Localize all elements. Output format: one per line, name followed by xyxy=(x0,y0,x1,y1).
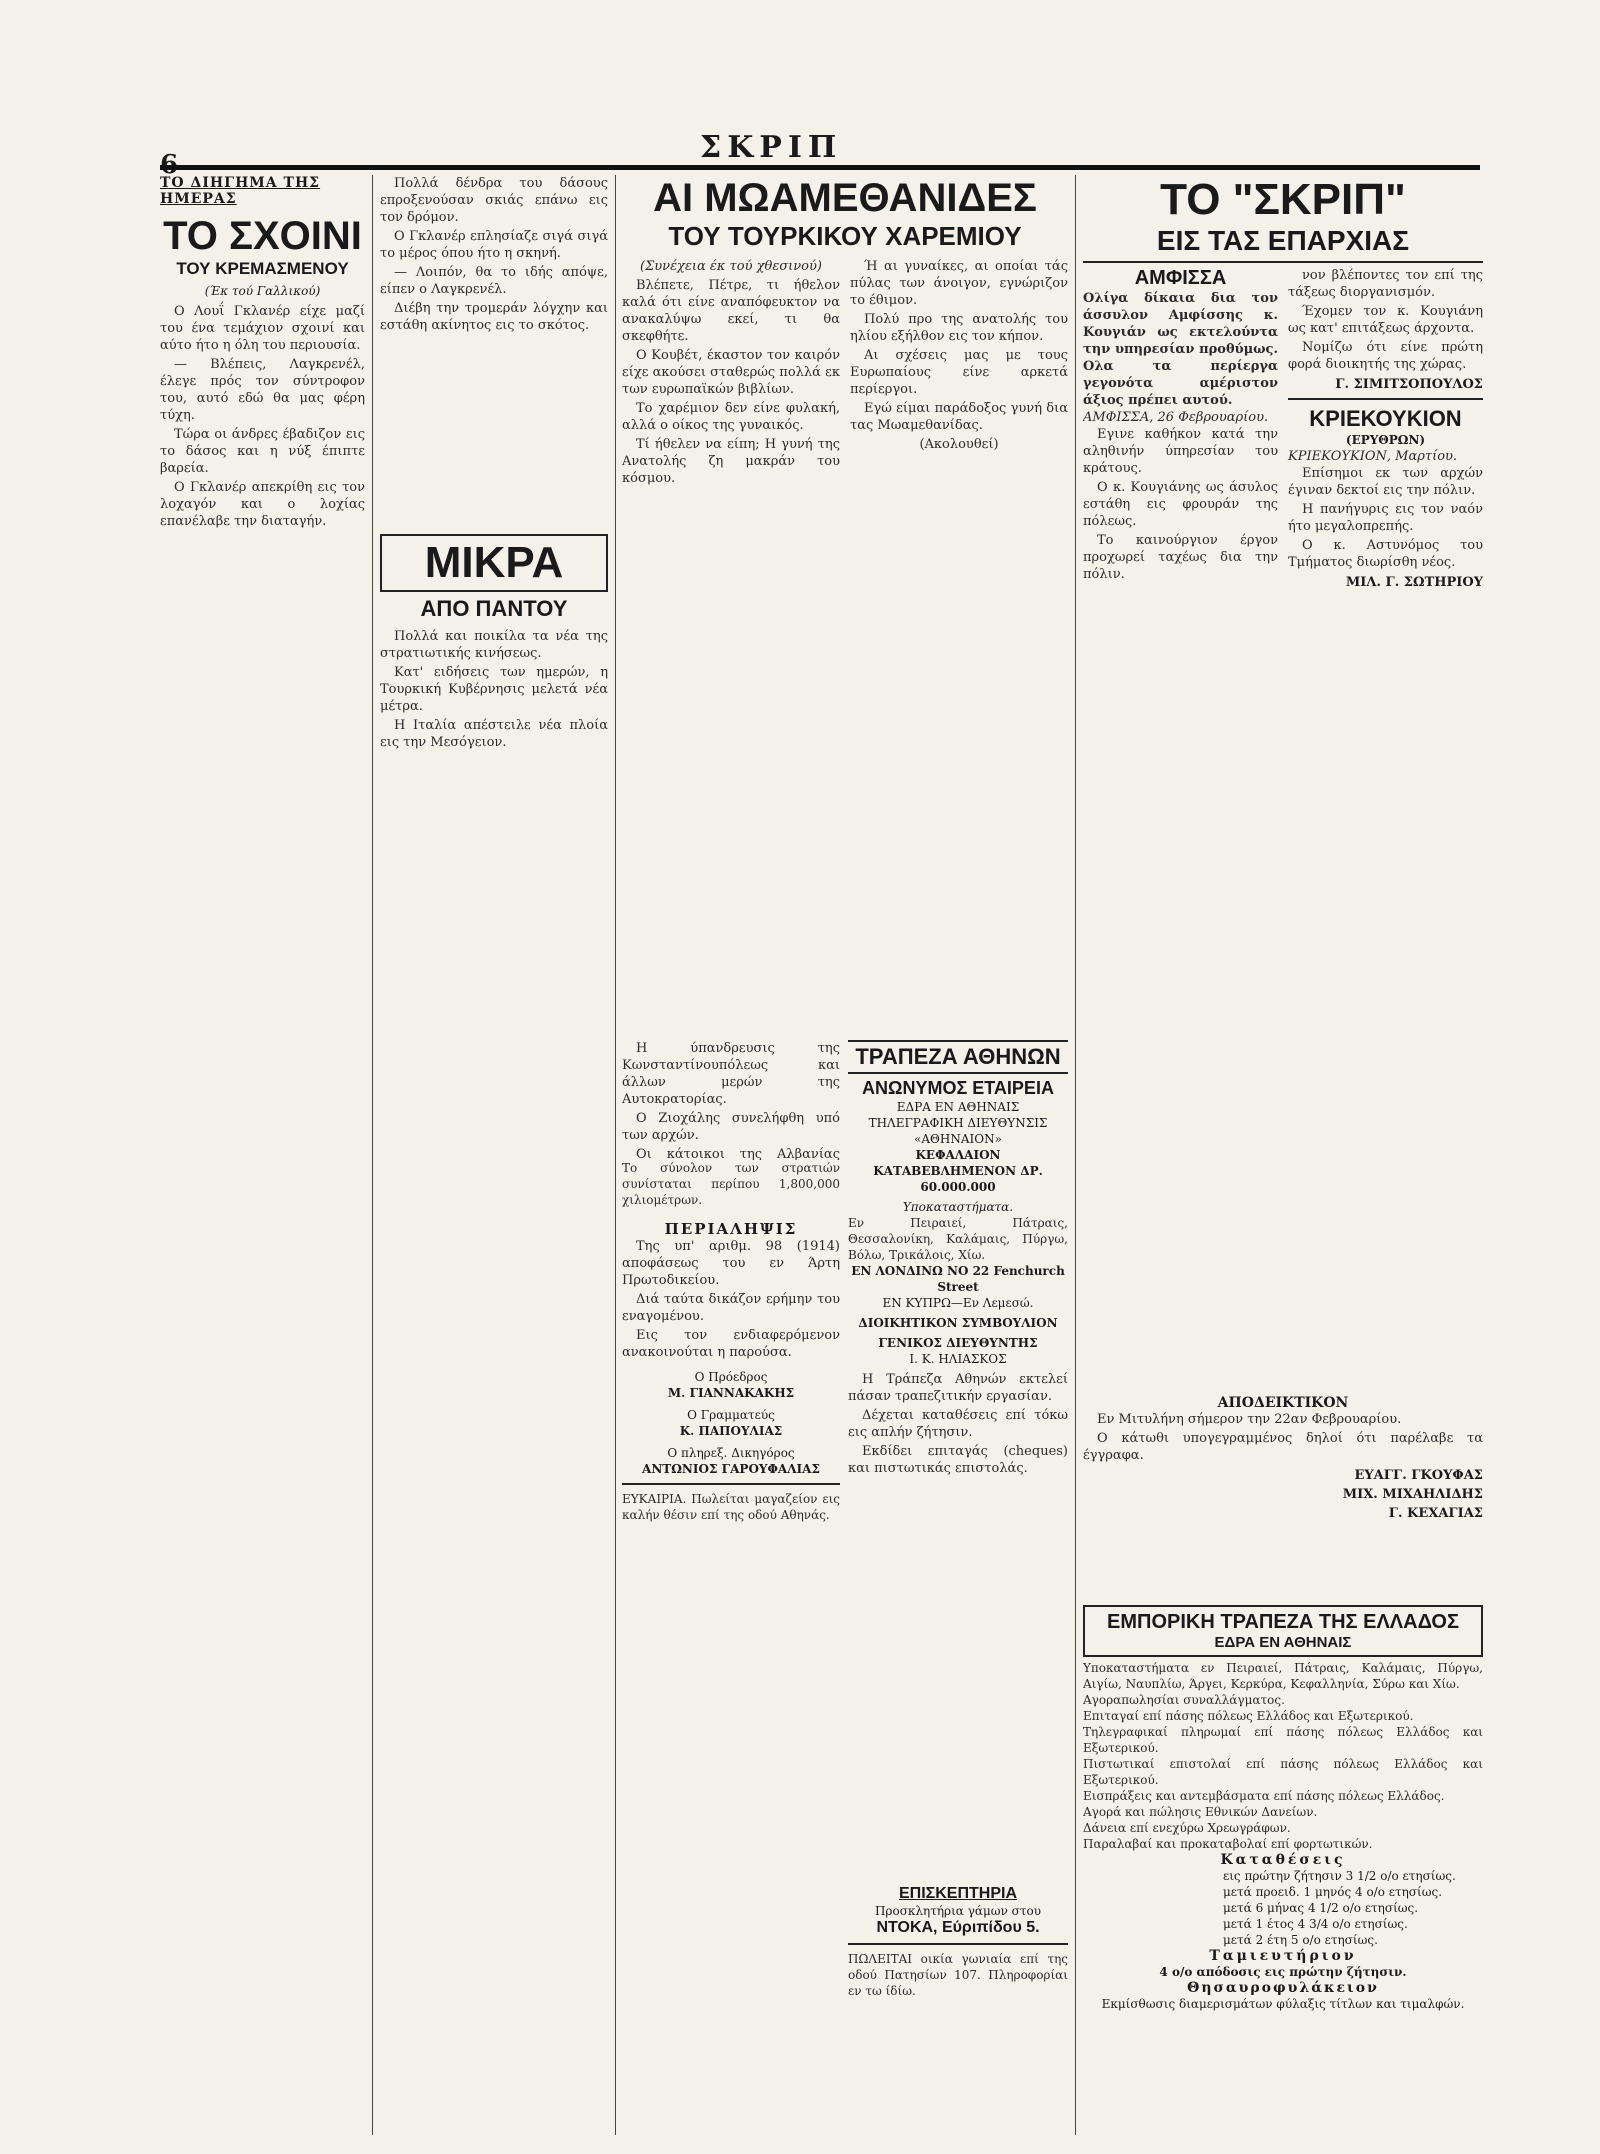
notice-lawyer-label: Ο πληρεξ. Δικηγόρος xyxy=(667,1446,795,1460)
notice-body xyxy=(622,1238,840,1361)
harem-subtitle: ΤΟΥ ΤΟΥΡΚΙΚΟΥ ΧΑΡΕΜΙΟΥ xyxy=(668,221,1022,251)
bank-athens-seat: ΕΔΡΑ ΕΝ ΑΘΗΝΑΙΣ xyxy=(896,1100,1020,1114)
micra-paragraph: Πολλά και ποικίλα τα νέα της στρατιωτικής κινήσεως. xyxy=(380,629,608,661)
rate-item: μετά 6 μήνας 4 1/2 ο/ο ετησίως. xyxy=(1223,1901,1419,1915)
rate-item: εις πρώτην ζήτησιν 3 1/2 ο/ο ετησίως. xyxy=(1223,1869,1456,1883)
amfissa-dateline: ΑΜΦΙΣΣΑ, 26 Φεβρουαρίου. xyxy=(1083,410,1269,425)
krieko-paragraph: Η πανήγυρις εις τον ναόν ήτο μεγαλοπρεπής. xyxy=(1288,502,1483,534)
visitor-cards-ad xyxy=(848,1885,1068,2025)
court-notice xyxy=(622,1220,840,2060)
harem-title: ΑΙ ΜΩΑΜΕΘΑΝΙΔΕΣ xyxy=(653,176,1037,220)
receipt-notice xyxy=(1083,1395,1483,1595)
receipt-sign-3: Γ. ΚΕΧΑΓΙΑΣ xyxy=(1388,1506,1483,1521)
story-continued-column xyxy=(380,175,608,2135)
commercial-bank-branches: Υποκαταστήματα εν Πειραιεί, Πάτραις, Καλάμαις, Πύργω, Αιγίω, Ναυπλίω, Άργει, Κερκύρα, Κεφαλληνία, Σύρω και Χίω. xyxy=(1083,1661,1483,1691)
commercial-bank-ad xyxy=(1083,1605,1483,2065)
commercial-bank-seat: ΕΔΡΑ ΕΝ ΑΘΗΝΑΙΣ xyxy=(1214,1634,1352,1651)
bank-athens-ad xyxy=(848,1040,1068,1840)
amfissa-paragraph: Το καινούργιον έργον προχωρεί ταχέως δια την πόλιν. xyxy=(1083,533,1278,582)
story-continued-body xyxy=(380,175,608,334)
savings-heading: Ταμιευτήριον xyxy=(1209,1948,1357,1964)
story-paragraph: Ο Γκλανέρ απεκρίθη εις τον λοχαγόν και ο λοχίας επανέλαβε την διαταγήν. xyxy=(160,480,365,529)
bank-athens-director: Ι. Κ. ΗΛΙΑΣΚΟΣ xyxy=(909,1352,1007,1366)
visitor-sale: ΠΩΛΕΙΤΑΙ οικία γωνιαία επί της οδού Πατησίων 107. Πληροφορίαι εν τω ίδίω. xyxy=(848,1952,1068,1998)
micra-section xyxy=(380,534,608,751)
bank-athens-branches: Εν Πειραιεί, Πάτραις, Θεσσαλονίκη, Καλάμαις, Πύργω, Βόλω, Τρικάλοις, Χίω. xyxy=(848,1216,1068,1262)
service-item: Επιταγαί επί πάσης πόλεως Ελλάδος και Εξωτερικού. xyxy=(1083,1709,1414,1723)
bank-athens-london: ΕΝ ΛΟΝΔΙΝΩ ΝΟ 22 Fenchurch Street xyxy=(851,1264,1065,1294)
harem-columns xyxy=(622,258,1068,489)
bank-athens-subtitle: ΑΝΩΝΥΜΟΣ ΕΤΑΙΡΕΙΑ xyxy=(862,1078,1054,1098)
receipt-heading: ΑΠΟΔΕΙΚΤΙΚΟΝ xyxy=(1217,1395,1349,1411)
commercial-bank-services xyxy=(1083,1692,1483,1852)
middle-left-body xyxy=(622,1040,840,1160)
bank-athens-capital: 60.000.000 xyxy=(920,1180,996,1194)
service-item: Αγορά και πώλησις Εθνικών Δανείων. xyxy=(1083,1805,1318,1819)
visitor-shop: ΝΤΟΚΑ, Εύριπίδου 5. xyxy=(876,1919,1040,1936)
notice-heading: ΠΕΡΙΑΛΗΨΙΣ xyxy=(664,1220,798,1238)
provinces-title: ΤΟ "ΣΚΡΙΠ" xyxy=(1160,175,1406,224)
middle-paragraph: Ο Ζιοχάλης συνελήφθη υπό των αρχών. xyxy=(622,1111,840,1143)
commercial-bank-box xyxy=(1083,1605,1483,1657)
notice-president-label: Ο Πρόεδρος xyxy=(694,1370,768,1384)
provinces-columns xyxy=(1083,267,1483,590)
receipt-sign-2: ΜΙΧ. ΜΙΧΑΗΛΙΔΗΣ xyxy=(1342,1487,1483,1502)
service-item: Αγοραπωλησίαι συναλλάγματος. xyxy=(1083,1693,1285,1707)
harem-paragraph: Τί ήθελεν να είπη; Η γυνή της Ανατολής ζη μακράν του κόσμου. xyxy=(622,437,840,486)
story-body xyxy=(160,303,365,530)
bank-athens-body xyxy=(848,1371,1068,1477)
story-subtitle: ΤΟΥ ΚΡΕΜΑΣΜΕΝΟΥ xyxy=(176,259,349,278)
rate-item: μετά 2 έτη 5 ο/ο ετησίως. xyxy=(1223,1933,1378,1947)
middle-bottom-paragraph: Το σύνολον των στρατιών συνίσταται περίπου 1,800,000 χιλιομέτρων. xyxy=(622,1161,840,1207)
story-paragraph: Ο Λουΐ Γκλανέρ είχε μαζί του ένα τεμάχιον σχοινί και αύτο ήτο η όλη του περιουσία. xyxy=(160,304,365,353)
notice-clerk: Κ. ΠΑΠΟΥΛΙΑΣ xyxy=(679,1424,783,1438)
savings-text: 4 ο/ο απόδοσις εις πρώτην ζήτησιν. xyxy=(1159,1965,1407,1979)
amfissa-paragraph: νον βλέποντες τον επί της τάξεως διοργανισμόν. xyxy=(1288,268,1483,300)
bank-athens-director-heading: ΓΕΝΙΚΟΣ ΔΙΕΥΘΥΝΤΗΣ xyxy=(878,1336,1038,1350)
notice-president: Μ. ΓΙΑΝΝΑΚΑΚΗΣ xyxy=(667,1386,795,1400)
receipt-paragraph: Ο κάτωθι υπογεγραμμένος δηλοί ότι παρέλαβε τα έγγραφα. xyxy=(1083,1431,1483,1463)
rate-item: μετά 1 έτος 4 3/4 ο/ο ετησίως. xyxy=(1223,1917,1408,1931)
top-rule xyxy=(160,165,1480,170)
notice-paragraph: Διά ταύτα δικάζον ερήμην του εναγομένου. xyxy=(622,1292,840,1324)
commercial-bank-title: ΕΜΠΟΡΙΚΗ ΤΡΑΠΕΖΑ ΤΗΣ ΕΛΛΑΔΟΣ xyxy=(1107,1611,1459,1633)
story-paragraph: Διέβη την τρομεράν λόγχην και εστάθη ακίνητος εις το σκότος. xyxy=(380,301,608,333)
visitor-title: ΕΠΙΣΚΕΠΤΗΡΙΑ xyxy=(898,1885,1018,1902)
amfissa-column xyxy=(1083,267,1278,590)
divider xyxy=(622,1483,840,1485)
micra-title: ΜΙΚΡΑ xyxy=(380,534,608,592)
safes-heading: Θησαυροφυλάκειον xyxy=(1187,1980,1379,1996)
story-title: ΤΟ ΣΧΟΙΝΙ xyxy=(163,214,362,258)
amfissa-paragraph: Νομίζω ότι είνε πρώτη φορά διοικητής της χώρας. xyxy=(1288,340,1483,372)
receipt-body xyxy=(1083,1411,1483,1464)
visitor-sub: Προσκλητήρια γάμων στου xyxy=(874,1904,1042,1918)
amfissa-paragraph: Εγινε καθήκον κατά την αληθινήν ύπηρεσίαν του κράτους. xyxy=(1083,427,1278,476)
bank-athens-title: ΤΡΑΠΕΖΑ ΑΘΗΝΩΝ xyxy=(848,1040,1068,1074)
notice-paragraph: Εις τον ενδιαφερόμενον ανακοινούται η παρούσα. xyxy=(622,1328,840,1360)
provinces-section xyxy=(1083,175,1483,975)
harem-paragraph: Εγώ είμαι παράδοξος γυνή δια τας Μωαμεθανίδας. xyxy=(850,401,1068,433)
amfissa-heading: ΑΜΦΙΣΣΑ xyxy=(1134,267,1227,289)
column-rule xyxy=(372,175,373,2135)
bank-paragraph: Εκδίδει επιταγάς (cheques) και πιστωτικάς επιστολάς. xyxy=(848,1444,1068,1476)
bank-paragraph: Η Τράπεζα Αθηνών εκτελεί πάσαν τραπεζιτικήν εργασίαν. xyxy=(848,1372,1068,1404)
deposit-rates xyxy=(1083,1868,1483,1948)
bank-paragraph: Δέχεται καταθέσεις επί τόκω εις απλήν ζήτησιν. xyxy=(848,1408,1068,1440)
amfissa-lead: Ολίγα δίκαια δια τον άσσυλον Αμφίσσης κ. Κουγιάν ως εκτελούντα την υπηρεσίαν προθύμως. Ολα τα περίεργα γεγονότα αμέριστον άξιος πρέπει αυτού. xyxy=(1083,291,1278,408)
bank-athens-capital-label: ΚΕΦΑΛΑΙΟΝ ΚΑΤΑΒΕΒΛΗΜΕΝΟΝ ΔΡ. xyxy=(873,1148,1043,1178)
krieko-signature: ΜΙΛ. Γ. ΣΩΤΗΡΙΟΥ xyxy=(1345,575,1483,590)
safes-text: Εκμίσθωσις διαμερισμάτων φύλαξις τίτλων και τιμαλφών. xyxy=(1101,1997,1465,2011)
notice-opportunity: ΕΥΚΑΙΡΙΑ. Πωλείται μαγαζείον εις καλήν θέσιν επί της οδού Αθηνάς. xyxy=(622,1492,840,1522)
amfissa-right-body xyxy=(1288,267,1483,373)
receipt-paragraph: Εν Μιτυλήνη σήμερον την 22αν Φεβρουαρίου. xyxy=(1097,1412,1402,1427)
divider xyxy=(848,1943,1068,1945)
amfissa-paragraph: Ο κ. Κουγιάνης ως άσυλος εστάθη εις φρουράν της πόλεως. xyxy=(1083,480,1278,529)
story-paragraph: — Λοιπόν, θα το ιδής απόψε, είπεν ο Λαγκρενέλ. xyxy=(380,265,608,297)
micra-paragraph: Κατ' ειδήσεις των ημερών, η Τουρκική Κυβέρνησις μελετά νέα μέτρα. xyxy=(380,665,608,714)
harem-column-right xyxy=(850,258,1068,489)
harem-end-note: (Ακολουθεί) xyxy=(919,437,999,452)
story-paragraph: Πολλά δένδρα του δάσους επροξενούσαν σκιάς επάνω εις τον δρόμον. xyxy=(380,176,608,225)
deposits-heading: Καταθέσεις xyxy=(1220,1852,1346,1868)
krieko-sub: (ΕΡΥΘΡΩΝ) xyxy=(1345,433,1426,447)
service-item: Τηλεγραφικαί πληρωμαί επί πάσης πόλεως Ελλάδος και Εξωτερικού. xyxy=(1083,1725,1483,1755)
harem-paragraph: Αι σχέσεις μας με τους Ευρωπαίους είνε αρκετά περίεργοι. xyxy=(850,348,1068,397)
harem-column-left xyxy=(622,258,840,489)
service-item: Πιστωτικαί επιστολαί επί πάσης πόλεως Ελλάδος και Εξωτερικού. xyxy=(1083,1757,1483,1787)
story-column xyxy=(160,175,365,2135)
divider xyxy=(1288,398,1483,400)
harem-paragraph: Ο Κουβέτ, έκαστον τον καιρόν είχε ακούσει σταθερώς πολλά εκ των ευρωπαϊκών βιβλίων. xyxy=(622,348,840,397)
middle-left-block xyxy=(622,1040,840,1160)
harem-paragraph: Βλέπετε, Πέτρε, τι ήθελον καλά ότι είνε αναπόφευκτον να ανακαλύψω εκεί, τι θα σκεφθήτε. xyxy=(622,278,840,344)
middle-paragraph: Η ύπανδρευσις της Κωνσταντίνουπόλεως και άλλων μερών της Αυτοκρατορίας. xyxy=(622,1041,840,1107)
rate-item: μετά προειδ. 1 μηνός 4 ο/ο ετησίως. xyxy=(1223,1885,1443,1899)
krieko-paragraph: Ο κ. Αστυνόμος του Τμήματος διωρίσθη νέος. xyxy=(1288,538,1483,570)
masthead xyxy=(0,0,1600,175)
krieko-paragraph: Επίσημοι εκ των αρχών έγιναν δεκτοί εις την πόλιν. xyxy=(1288,466,1483,498)
harem-paragraph: Ή αι γυναίκες, αι οποίαι τάς πύλας των άνοιγον, εγνώριζον το έθιμον. xyxy=(850,259,1068,308)
micra-body xyxy=(380,628,608,751)
service-item: Εισπράξεις και αντεμβάσματα επί πάσης πόλεως Ελλάδος. xyxy=(1083,1789,1445,1803)
story-paragraph: Τώρα οι άνδρες έβαδιζον εις το δάσος και η νύξ έπιπτε βαρεία. xyxy=(160,427,365,476)
bank-athens-telegraph: ΤΗΛΕΓΡΑΦΙΚΗ ΔΙΕΥΘΥΝΣΙΣ «ΑΘΗΝΑΙΟΝ» xyxy=(868,1116,1048,1146)
service-item: Παραλαβαί και προκαταβολαί επί φορτωτικών. xyxy=(1083,1837,1373,1851)
bank-athens-branches-heading: Υποκαταστήματα. xyxy=(902,1200,1014,1214)
bank-athens-cyprus: ΕΝ ΚΥΠΡΩ—Εν Λεμεσώ. xyxy=(882,1296,1034,1310)
middle-paragraph: Οι κάτοικοι της Αλβανίας xyxy=(636,1147,840,1160)
story-kicker: ΤΟ ΔΙΗΓΗΜΑ ΤΗΣ ΗΜΕΡΑΣ xyxy=(160,175,321,207)
middle-bottom-text xyxy=(622,1160,840,1210)
harem-serial xyxy=(622,175,1068,1035)
notice-lawyer: ΑΝΤΩΝΙΟΣ ΓΑΡΟΥΦΑΛΙΑΣ xyxy=(642,1462,820,1476)
harem-paragraph: Το χαρέμιον δεν είνε φυλακή, αλλά ο οίκος της γυναικός. xyxy=(622,401,840,433)
micra-paragraph: Η Ιταλία απέστειλε νέα πλοία εις την Μεσόγειον. xyxy=(380,718,608,750)
amfissa-body xyxy=(1083,426,1278,583)
amfissa-signature: Γ. ΣΙΜΙΤΣΟΠΟΥΛΟΣ xyxy=(1335,377,1483,392)
notice-clerk-label: Ο Γραμματεύς xyxy=(687,1408,775,1422)
bank-athens-board: ΔΙΟΙΚΗΤΙΚΟΝ ΣΥΜΒΟΥΛΙΟΝ xyxy=(858,1316,1058,1330)
story-paragraph: Ο Γκλανέρ επλησίαζε σιγά σιγά το μέρος όπου ήτο η σκηνή. xyxy=(380,229,608,261)
notice-paragraph: Της υπ' αριθμ. 98 (1914) αποφάσεως του εν Άρτη Πρωτοδικείου. xyxy=(622,1239,840,1288)
krieko-heading: ΚΡΙΕΚΟΥΚΙΟΝ xyxy=(1309,406,1462,431)
krieko-body xyxy=(1288,465,1483,571)
story-source: (Έκ τού Γαλλικού) xyxy=(204,284,321,298)
amfissa-paragraph: Έχομεν τον κ. Κουγιάνη ως κατ' επιτάξεως άρχοντα. xyxy=(1288,304,1483,336)
story-paragraph: — Βλέπεις, Λαγκρενέλ, έλεγε πρός τον σύντροφον του, αυτό εδώ θα μας φέρη τύχη. xyxy=(160,357,365,423)
column-rule xyxy=(1075,175,1076,2135)
paper-name: ΣΚΡΙΠ xyxy=(700,130,843,165)
harem-continued: (Συνέχεια έκ τού χθεσινού) xyxy=(640,259,822,274)
provinces-right-column xyxy=(1288,267,1483,590)
receipt-sign-1: ΕΥΑΓΓ. ΓΚΟΥΦΑΣ xyxy=(1354,1468,1483,1483)
krieko-dateline: ΚΡΙΕΚΟΥΚΙΟΝ, Μαρτίου. xyxy=(1288,449,1458,464)
provinces-subtitle: ΕΙΣ ΤΑΣ ΕΠΑΡΧΙΑΣ xyxy=(1083,225,1483,263)
micra-subtitle: ΑΠΟ ΠΑΝΤΟΥ xyxy=(420,596,568,621)
harem-paragraph: Πολύ προ της ανατολής του ηλίου εξήλθον εις τον κήπον. xyxy=(850,312,1068,344)
column-rule xyxy=(615,175,616,2135)
service-item: Δάνεια επί ενεχύρω Χρεωγράφων. xyxy=(1083,1821,1291,1835)
